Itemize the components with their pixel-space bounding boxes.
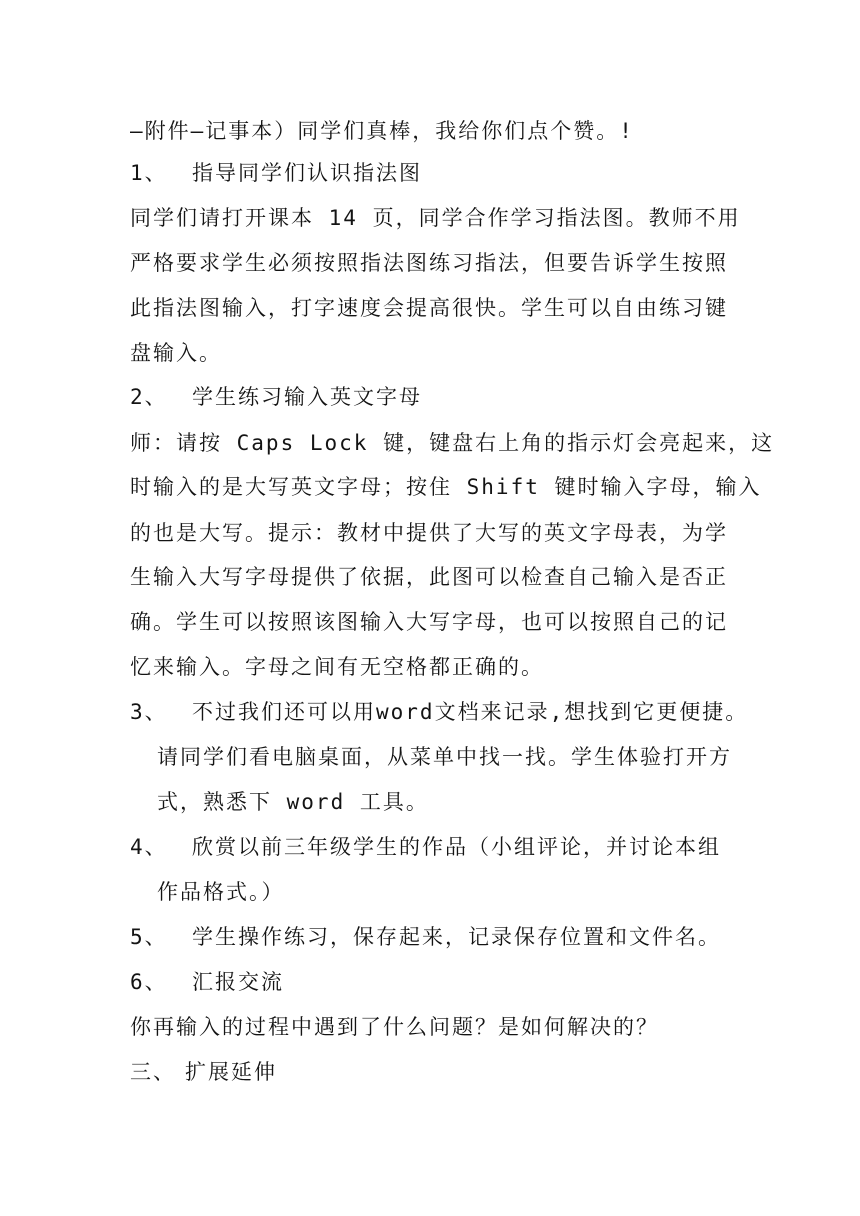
paragraph-line: 同学们请打开课本 14 页，同学合作学习指法图。教师不用 [130,206,741,230]
paragraph-line: 时输入的是大写英文字母；按住 Shift 键时输入字母，输入 [130,475,762,499]
paragraph-line: 生输入大写字母提供了依据，此图可以检查自己输入是否正 [130,565,728,589]
item-text: 欣赏以前三年级学生的作品（小组评论，并讨论本组 [192,835,721,859]
paragraph-line: 的也是大写。提示：教材中提供了大写的英文字母表，为学 [130,521,728,545]
section-title: 扩展延伸 [185,1060,277,1084]
numbered-item [130,382,422,412]
paragraph-line: 确。学生可以按照该图输入大写字母，也可以按照自己的记 [130,610,728,634]
item-text: 汇报交流 [192,970,284,994]
numbered-item [130,158,422,188]
item-number: 4、 [130,835,168,859]
item-number: 5、 [130,925,168,949]
paragraph-line: 忆来输入。字母之间有无空格都正确的。 [130,655,544,679]
item-text: 学生练习输入英文字母 [192,385,422,409]
section-heading [130,1057,277,1087]
item-number: 2、 [130,385,168,409]
paragraph-line: —附件—记事本）同学们真棒，我给你们点个赞。! [130,119,634,143]
paragraph-line: 你再输入的过程中遇到了什么问题？是如何解决的？ [130,1015,659,1039]
item-number: 6、 [130,970,168,994]
section-number: 三、 [130,1060,176,1084]
item-number: 1、 [130,161,168,185]
paragraph-line: 盘输入。 [130,341,222,365]
item-text: 不过我们还可以用word文档来记录,想找到它更便捷。 [192,700,749,724]
paragraph-line: 作品格式。） [157,880,285,904]
numbered-item [130,967,284,997]
item-text: 学生操作练习，保存起来，记录保存位置和文件名。 [192,925,721,949]
paragraph-line: 式，熟悉下 word 工具。 [157,790,429,814]
item-text: 指导同学们认识指法图 [192,161,422,185]
paragraph-line: 请同学们看电脑桌面，从菜单中找一找。学生体验打开方 [157,745,732,769]
numbered-item [130,697,748,727]
item-number: 3、 [130,700,168,724]
paragraph-line: 师：请按 Caps Lock 键，键盘右上角的指示灯会亮起来，这 [130,431,775,455]
paragraph-line: 此指法图输入，打字速度会提高很快。学生可以自由练习键 [130,296,728,320]
numbered-item [130,832,721,862]
numbered-item [130,922,721,952]
paragraph-line: 严格要求学生必须按照指法图练习指法，但要告诉学生按照 [130,251,728,275]
